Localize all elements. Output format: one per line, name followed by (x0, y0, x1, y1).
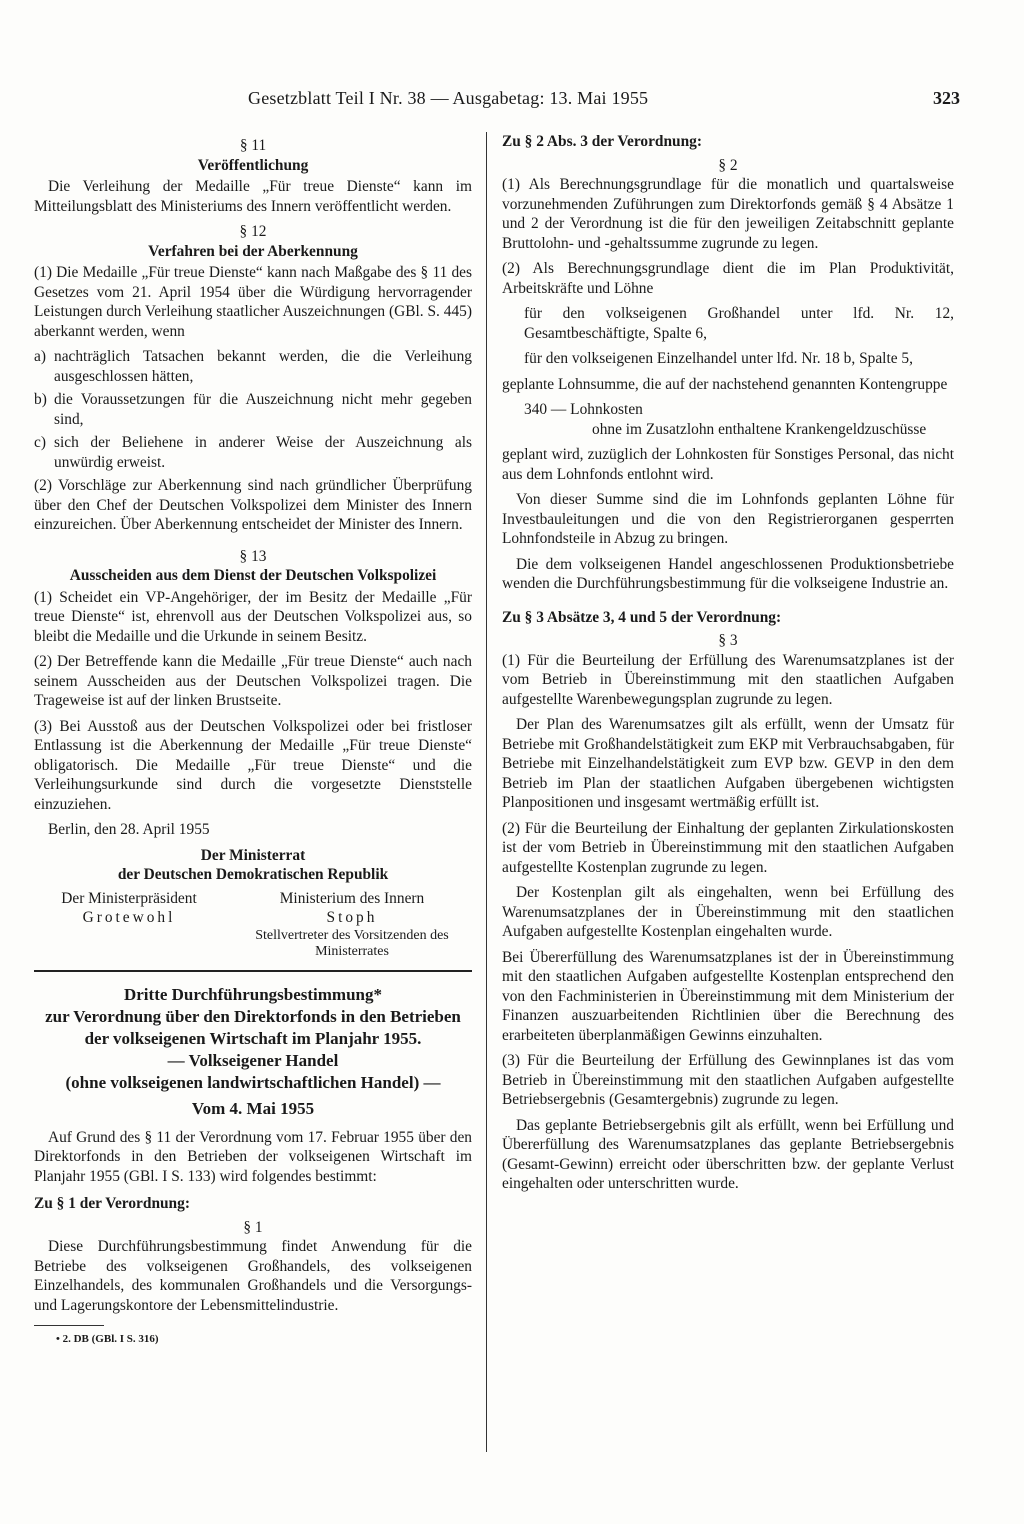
section-12-paragraph-2: (2) Vorschläge zur Aberkennung sind nach gründlicher Überprüfung über den Chef der Deutschen Volkspolizei dem Minister des Innern einzureichen. Über Aberkennung entscheidet der Minister des Innern. (34, 477, 472, 533)
zu-2-paragraph-1: (1) Als Berechnungsgrundlage für die monatlich und quartalsweise vorzunehmenden Zuführungen zum Direktorfonds gemäß § 4 Absätze 1 und 2 der Verordnung ist die für den jeweiligen Zeitabschnitt geplante Bruttolohn- und -gehaltssumme zugrunde zu legen. (502, 176, 954, 252)
right-column (502, 132, 954, 1200)
section-12-paragraph-1: (1) Die Medaille „Für treue Dienste“ kann nach Maßgabe des § 11 des Gesetzes vom 21. April 1954 über die Würdigung hervorragender Leistungen durch Verleihung staatlicher Auszeichnungen (GBl. S. 445) aberkannt werden, wenn (34, 264, 472, 340)
zu-1-text: Diese Durchführungsbestimmung findet Anwendung für die Betriebe des volkseigenen Großhandels, des volkseigenen Einzelhandels, des kommunalen Großhandels und die Versorgungs- und Lagerungskontore der Lebensmittelindustrie. (34, 1238, 472, 1314)
zu-2-number: § 2 (718, 156, 738, 174)
section-13-title: Ausscheiden aus dem Dienst der Deutschen Volkspolizei (69, 567, 437, 584)
zu-3-paragraph-1: (1) Für die Beurteilung der Erfüllung des Warenumsatzplanes ist der vom Betrieb in Übereinstimmung mit den staatlichen Aufgaben aufgestellte Warenbewegungsplan zugrunde zu legen. (502, 651, 954, 708)
list-item-text: sich der Beliehene in anderer Weise der Auszeichnung als unwürdig erweist. (54, 434, 472, 471)
page-header (248, 88, 960, 114)
section-11-text: Die Verleihung der Medaille „Für treue Dienste“ kann im Mitteilungsblatt des Ministeriums des Innern veröffentlicht werden. (34, 178, 472, 215)
zu-2-paragraph-2: (2) Als Berechnungsgrundlage dient die im Plan Produktivität, Arbeitskräfte und Löhne (502, 260, 954, 297)
zu-2-heading: Zu § 2 Abs. 3 der Verordnung: (502, 133, 702, 150)
section-13-number: § 13 (239, 547, 267, 565)
decree-title-line-2: zur Verordnung über den Direktorfonds in den Betrieben der volkseigenen Wirtschaft im Planjahr 1955. (45, 1006, 461, 1048)
decree-date: Vom 4. Mai 1955 (191, 1098, 315, 1118)
council-subtitle: der Deutschen Demokratischen Republik (117, 866, 389, 883)
zu-2-account-line-2: ohne im Zusatzlohn enthaltene Krankengeldzuschüsse (592, 420, 927, 438)
zu-3-paragraph-7: Das geplante Betriebsergebnis gilt als erfüllt, wenn bei Erfüllung und Übererfüllung des Warenumsatzplanes das geplante Betriebsergebnis (Gesamt-Gewinn) erreicht oder überschritten bzw. der geplante Verlust eingehalten oder unterschritten wurde. (502, 1116, 954, 1192)
list-item-text: nachträglich Tatsachen bekannt werden, die die Verleihung ausgeschlossen hätten, (54, 348, 472, 385)
list-item (34, 433, 472, 472)
list-item-label: b) (34, 391, 47, 408)
header-title: Gesetzblatt Teil I Nr. 38 — Ausgabetag: 13. Mai 1955 (248, 88, 649, 108)
list-item (34, 347, 472, 386)
section-12-title: Verfahren bei der Aberkennung (148, 242, 358, 260)
council-title: Der Ministerrat (200, 846, 306, 864)
signature-right-name: Stoph (326, 909, 378, 926)
decree-title-line-3: — Volkseigener Handel (167, 1050, 339, 1070)
zu-3-paragraph-4: Der Kostenplan gilt als eingehalten, wenn bei Erfüllung des Warenumsatzplanes der in Übereinstimmung mit den staatlichen Aufgaben aufgestellte Kostenplan eingehalten wurde. (502, 884, 954, 940)
decree-title-line-4: (ohne volkseigenen landwirtschaftlichen Handel) — (65, 1072, 441, 1092)
zu-2-paragraph-2d: geplant wird, zuzüglich der Lohnkosten für Sonstiges Personal, das nicht aus dem Lohnfonds entlohnt wird. (502, 446, 954, 483)
section-13-paragraph-2: (2) Der Betreffende kann die Medaille „Für treue Dienste“ auch nach seinem Ausscheiden aus der Deutschen Volkspolizei tragen. Die Trageweise ist auf der linken Brustseite. (34, 653, 472, 709)
zu-3-heading: Zu § 3 Absätze 3, 4 und 5 der Verordnung: (502, 608, 782, 626)
zu-2-paragraph-3: Von dieser Summe sind die im Lohnfonds geplanten Löhne für Investbauleitungen und die von den Registrierorganen gesperrten Lohnfondsteile in Abzug zu bringen. (502, 491, 954, 547)
signature-right (232, 889, 472, 960)
zu-3-paragraph-2: Der Plan des Warenumsatzes gilt als erfüllt, wenn der Umsatz für Betriebe mit Großhandelstätigkeit zum EKP mit Verbrauchsabgaben, für Betriebe mit Einzelhandelstätigkeit zum EVP bzw. GEVP in den dem Betrieb im Plan der staatlichen Aufgaben übergebenen wichtigsten Planpositionen und insgesamt wertmäßig erfüllt ist. (502, 716, 954, 811)
zu-2-paragraph-2a: für den volkseigenen Großhandel unter lfd. Nr. 12, Gesamtbeschäftigte, Spalte 6, (524, 305, 954, 342)
footnote-rule (34, 1325, 104, 1326)
section-11-title: Veröffentlichung (197, 156, 309, 174)
section-12-list (34, 347, 472, 472)
zu-3-paragraph-6: (3) Für die Beurteilung der Erfüllung des Gewinnplanes ist das vom Betrieb in Übereinstimmung mit den staatlichen Aufgaben aufgestellte Betriebsergebnis (Gesamtergebnis) zugrunde zu legen. (502, 1052, 954, 1108)
left-column (34, 132, 472, 1350)
zu-1-heading: Zu § 1 der Verordnung: (34, 1195, 190, 1212)
section-divider (34, 970, 472, 972)
signature-block (34, 889, 472, 960)
zu-1-number: § 1 (243, 1218, 263, 1236)
zu-3-number: § 3 (718, 632, 738, 649)
signature-left (34, 889, 224, 960)
section-11-number: § 11 (239, 137, 267, 154)
decree-intro: Auf Grund des § 11 der Verordnung vom 17. Februar 1955 über den Direktorfonds in den Betrieben der volkseigenen Wirtschaft im Planjahr 1955 (GBl. I S. 133) wird folgendes bestimmt: (34, 1128, 472, 1185)
list-item-label: a) (34, 348, 46, 365)
column-divider (486, 132, 487, 1452)
zu-2-account-line-1: 340 — Lohnkosten (524, 401, 643, 418)
page-number: 323 (933, 88, 960, 108)
signature-left-title: Der Ministerpräsident (61, 889, 197, 907)
list-item-label: c) (34, 434, 46, 451)
zu-2-paragraph-2b: für den volkseigenen Einzelhandel unter lfd. Nr. 18 b, Spalte 5, (524, 350, 913, 367)
signature-right-role: Stellvertreter des Vorsitzenden des Ministerrates (255, 927, 449, 959)
section-13-paragraph-1: (1) Scheidet ein VP-Angehöriger, der im Besitz der Medaille „Für treue Dienste“ ist, ehrenvoll aus der Deutschen Volkspolizei aus, so bleibt die Medaille und die Urkunde in seinem Besitz. (34, 588, 472, 645)
footnote: • 2. DB (GBl. I S. 316) (56, 1333, 159, 1345)
zu-3-paragraph-5: Bei Übererfüllung des Warenumsatzplanes ist der in Übereinstimmung mit den staatlichen Aufgaben aufgestellte Kostenplan entsprechend den von den Fachministerien in Übereinstimmung mit dem Ministerium der Finanzen auszuarbeitenden Richtlinien über die Berechnung des erarbeiteten überplanmäßigen Gewinns einzuhalten. (502, 948, 954, 1044)
zu-2-paragraph-4: Die dem volkseigenen Handel angeschlossenen Produktionsbetriebe wenden die Durchführungsbestimmung für die volkseigene Industrie an. (502, 555, 954, 592)
list-item (34, 390, 472, 429)
list-item-text: die Voraussetzungen für die Auszeichnung nicht mehr gegeben sind, (54, 391, 472, 428)
signature-left-name: Grotewohl (82, 909, 176, 926)
date-line: Berlin, den 28. April 1955 (48, 821, 210, 838)
zu-3-paragraph-3: (2) Für die Beurteilung der Einhaltung der geplanten Zirkulationskosten ist der vom Betrieb in Übereinstimmung mit den staatlichen Aufgaben aufgestellte Kostenplan zugrunde zu legen. (502, 819, 954, 876)
decree-title-line-1: Dritte Durchführungsbestimmung* (123, 984, 382, 1004)
section-12-number: § 12 (239, 223, 267, 240)
zu-2-paragraph-2c: geplante Lohnsumme, die auf der nachstehend genannten Kontengruppe (502, 375, 948, 393)
section-13-paragraph-3: (3) Bei Ausstoß aus der Deutschen Volkspolizei oder bei fristloser Entlassung ist die Aberkennung der Medaille „Für treue Dienste“ obligatorisch. Die Medaille „Für treue Dienste“ und die Verleihungsurkunde sind durch die vorgesetzte Dienststelle einzuziehen. (34, 717, 472, 813)
signature-right-title: Ministerium des Innern (279, 889, 425, 907)
